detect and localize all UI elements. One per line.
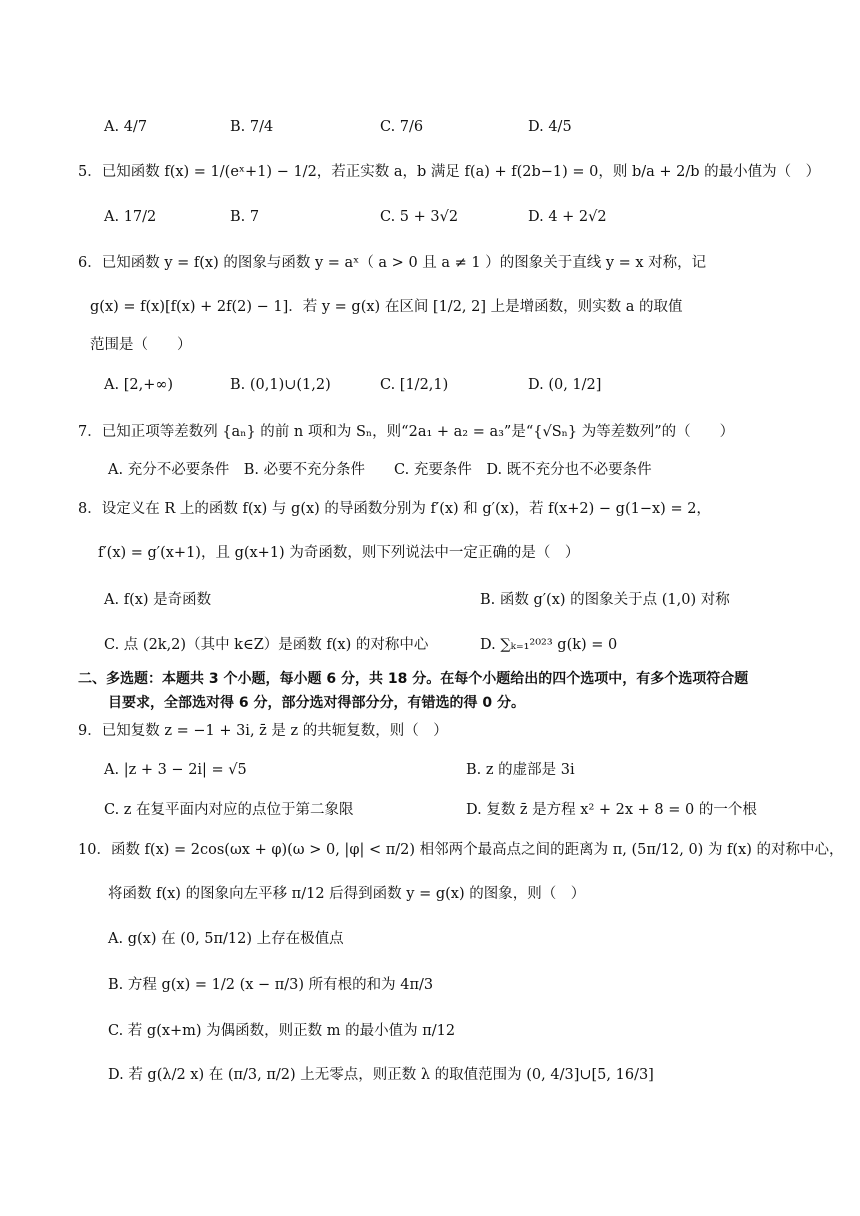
q5-option-a [104,210,156,225]
q6-line-3: 范围是（ ） [90,337,192,353]
option-label: D. [480,637,496,653]
q9-option-c [104,803,354,818]
option-value: (0, 1/2] [548,377,602,393]
option-label: B. [230,119,246,135]
q8-option-b [480,593,730,608]
option-label: B. [108,977,124,993]
q9-stem: 9．已知复数 z = −1 + 3i, z̄ 是 z 的共轭复数，则（ ） [78,723,448,739]
q6-option-a [104,378,173,393]
q8-option-a [104,593,211,608]
q5-option-b [230,210,259,225]
option-label: B. [230,377,246,393]
option-value: z 的虚部是 3i [485,762,575,778]
option-value: 4/5 [548,119,572,135]
option-label: B. [480,592,496,608]
q9-option-b [466,763,575,778]
q5-option-c [380,210,458,225]
q6-option-d [528,378,601,393]
option-label: D. [108,1067,124,1083]
q10-option-d [108,1068,654,1083]
q4-option-a [104,120,147,135]
option-label: A. [104,762,120,778]
option-value: 7/6 [399,119,424,135]
q10-option-a [108,932,344,947]
q8-option-c [104,638,428,653]
q7-stem: 7．已知正项等差数列 {aₙ} 的前 n 项和为 Sₙ，则“2a₁ + a₂ = a₃”是“{√Sₙ} 为等差数列”的（ ） [78,424,735,440]
q6-line-1: 6．已知函数 y = f(x) 的图象与函数 y = aˣ（ a > 0 且 a ≠ 1 ）的图象关于直线 y = x 对称，记 [78,255,707,271]
option-label: C. [380,119,396,135]
option-value: 函数 g′(x) 的图象关于点 (1,0) 对称 [499,592,730,608]
q6-option-b [230,378,331,393]
q8-option-d [480,638,617,653]
option-value: 17/2 [123,209,157,225]
option-value: 7/4 [249,119,274,135]
q5-option-d [528,210,607,225]
option-value: z 在复平面内对应的点位于第二象限 [123,802,354,818]
q5-stem: 5．已知函数 f(x) = 1/(eˣ+1) − 1/2，若正实数 a，b 满足 f(a) + f(2b−1) = 0，则 b/a + 2/b 的最小值为（ ） [78,164,821,180]
q10-option-c [108,1024,455,1039]
q9-option-d [466,803,757,818]
q8-line-2: f′(x) = g′(x+1)，且 g(x+1) 为奇函数，则下列说法中一定正确的是（ ） [98,545,580,561]
option-label: B. [466,762,482,778]
section-2-heading-line-2: 目要求，全部选对得 6 分，部分选对得部分分，有错选的得 0 分。 [108,695,525,711]
option-label: C. [108,1023,124,1039]
option-label: C. [380,209,396,225]
option-value: 若 g(x+m) 为偶函数，则正数 m 的最小值为 π/12 [127,1023,456,1039]
option-value: 复数 z̄ 是方程 x² + 2x + 8 = 0 的一个根 [486,802,757,818]
option-label: A. [104,592,120,608]
q10-line-1: 10．函数 f(x) = 2cos(ωx + φ)(ω > 0, |φ| < π/2) 相邻两个最高点之间的距离为 π, (5π/12, 0) 为 f(x) 的对称中心， [78,842,844,858]
q7-options: A. 充分不必要条件 B. 必要不充分条件 C. 充要条件 D. 既不充分也不必要条件 [108,462,652,478]
option-label: C. [104,637,120,653]
option-label: D. [528,209,544,225]
q8-line-1-text: 8．设定义在 R 上的函数 f(x) 与 g(x) 的导函数分别为 f′(x) 和 g′(x)，若 f(x+2) − g(1−x) = 2， [78,501,711,517]
option-label: D. [528,377,544,393]
q10-option-b [108,978,433,993]
option-label: A. [104,119,120,135]
q9-option-a [104,763,247,778]
option-label: A. [104,377,120,393]
option-value: f(x) 是奇函数 [123,592,212,608]
q4-option-d [528,120,572,135]
option-value: [2,+∞) [123,377,174,393]
option-label: D. [466,802,482,818]
option-value: 若 g(λ/2 x) 在 (π/3, π/2) 上无零点，则正数 λ 的取值范围为 (0, 4/3]∪[5, 16/3] [128,1067,654,1083]
option-label: D. [528,119,544,135]
option-label: C. [380,377,396,393]
option-value: 点 (2k,2)（其中 k∈Z）是函数 f(x) 的对称中心 [123,637,429,653]
section-2-heading-line-1: 二、多选题：本题共 3 个小题，每小题 6 分，共 18 分。在每个小题给出的四个选项中，有多个选项符合题 [78,671,749,687]
option-value: 4/7 [123,119,148,135]
q8-line-1 [78,502,711,517]
option-value: (0,1)∪(1,2) [249,377,331,393]
option-value: [1/2,1) [399,377,449,393]
option-value: 5 + 3√2 [399,209,459,225]
option-label: B. [230,209,246,225]
option-value: |z + 3 − 2i| = √5 [123,762,247,778]
option-value: 方程 g(x) = 1/2 (x − π/3) 所有根的和为 4π/3 [127,977,434,993]
q10-line-2: 将函数 f(x) 的图象向左平移 π/12 后得到函数 y = g(x) 的图象，则（ ） [108,886,586,902]
option-value: g(x) 在 (0, 5π/12) 上存在极值点 [127,931,344,947]
q6-line-2: g(x) = f(x)[f(x) + 2f(2) − 1]．若 y = g(x) 在区间 [1/2, 2] 上是增函数，则实数 a 的取值 [90,299,683,315]
q4-option-c [380,120,423,135]
option-value: ∑ₖ₌₁²⁰²³ g(k) = 0 [500,637,618,653]
q6-option-c [380,378,448,393]
option-label: C. [104,802,120,818]
option-label: A. [104,209,120,225]
option-value: 7 [249,209,260,225]
option-label: A. [108,931,124,947]
option-value: 4 + 2√2 [548,209,607,225]
q4-option-b [230,120,273,135]
